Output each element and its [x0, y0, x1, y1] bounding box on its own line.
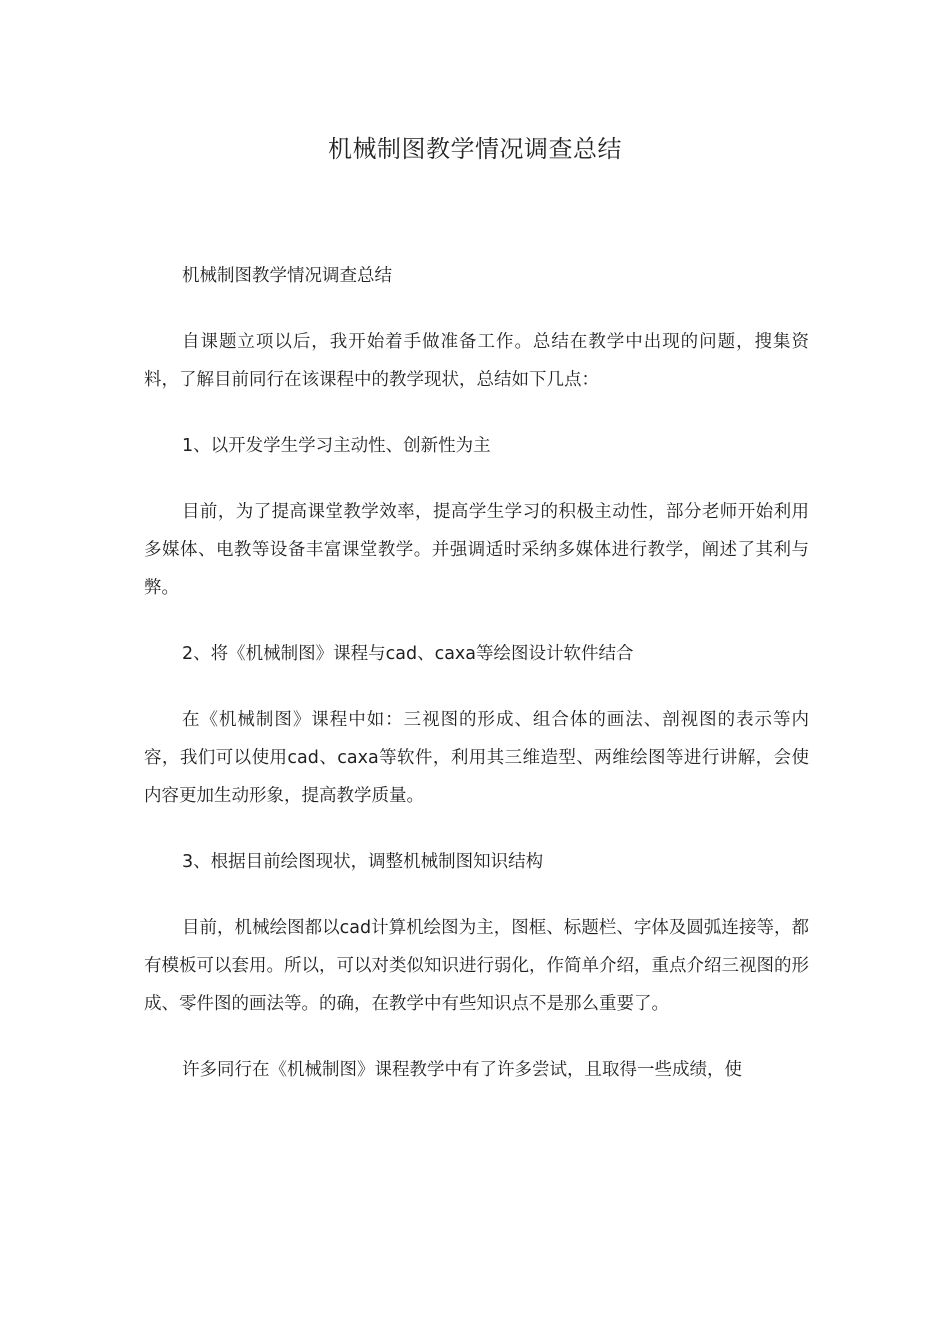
paragraph-section-1: 目前，为了提高课堂教学效率，提高学生学习的积极主动性，部分老师开始利用多媒体、电教等设备丰富课堂教学。并强调适时采纳多媒体进行教学，阐述了其利与弊。: [144, 502, 809, 598]
paragraph-intro: 自课题立项以后，我开始着手做准备工作。总结在教学中出现的问题，搜集资料，了解目前同行在该课程中的教学现状，总结如下几点：: [144, 332, 809, 390]
document-body: [144, 257, 809, 1117]
paragraph-section-2: 在《机械制图》课程中如：三视图的形成、组合体的画法、剖视图的表示等内容，我们可以使用cad、caxa等软件，利用其三维造型、两维绘图等进行讲解，会使内容更加生动形象，提高教学质量。: [144, 710, 809, 806]
section-heading-2: 2、将《机械制图》课程与cad、caxa等绘图设计软件结合: [182, 644, 634, 664]
document-title: 机械制图教学情况调查总结: [328, 135, 622, 163]
paragraph-subtitle: 机械制图教学情况调查总结: [182, 266, 392, 286]
paragraph-conclusion: 许多同行在《机械制图》课程教学中有了许多尝试，且取得一些成绩，使: [182, 1060, 742, 1080]
paragraph-section-3: 目前，机械绘图都以cad计算机绘图为主，图框、标题栏、字体及圆弧连接等，都有模板可以套用。所以，可以对类似知识进行弱化，作简单介绍，重点介绍三视图的形成、零件图的画法等。的确，在教学中有些知识点不是那么重要了。: [144, 918, 809, 1014]
section-heading-3: 3、根据目前绘图现状，调整机械制图知识结构: [182, 852, 544, 872]
section-heading-1: 1、以开发学生学习主动性、创新性为主: [182, 436, 491, 456]
